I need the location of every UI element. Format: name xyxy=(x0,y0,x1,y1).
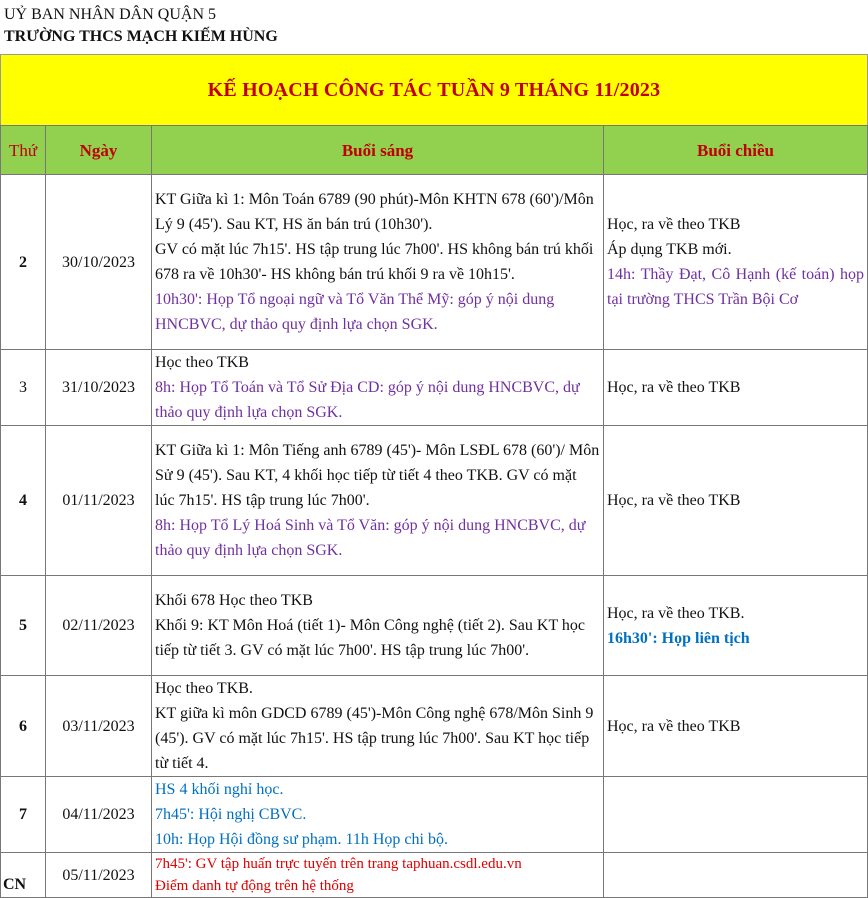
afternoon-line: 14h: Thầy Đạt, Cô Hạnh (kế toán) họp tại trường THCS Trần Bội Cơ xyxy=(607,266,864,308)
morning-line: Khối 9: KT Môn Hoá (tiết 1)- Môn Công nghệ (tiết 2). Sau KT học tiếp từ tiết 3. GV có mặt lúc 7h00'. HS tập trung lúc 7h00'. xyxy=(155,617,586,659)
morning-line: Khối 678 Học theo TKB xyxy=(155,592,313,609)
afternoon-cell xyxy=(604,676,868,777)
afternoon-line: 16h30': Họp liên tịch xyxy=(607,629,750,647)
day-cell: CN xyxy=(1,853,46,898)
morning-cell xyxy=(152,576,604,676)
morning-line: Học theo TKB. xyxy=(155,680,253,697)
day-cell: 2 xyxy=(1,175,46,350)
morning-line: 7h45': GV tập huấn trực tuyến trên trang taphuan.csdl.edu.vn xyxy=(155,856,522,872)
table-row xyxy=(1,676,868,777)
morning-line: Học theo TKB xyxy=(155,354,249,371)
morning-line: KT Giữa kì 1: Môn Toán 6789 (90 phút)-Môn KHTN 678 (60')/Môn Lý 9 (45'). Sau KT, HS ăn bán trú (10h30'). xyxy=(155,191,594,233)
morning-line: 7h45': Hội nghị CBVC. xyxy=(155,806,307,823)
afternoon-line: Học, ra về theo TKB xyxy=(607,379,741,396)
morning-cell xyxy=(152,853,604,898)
morning-line: 10h30': Họp Tổ ngoại ngữ và Tổ Văn Thể Mỹ: góp ý nội dung HNCBVC, dự thảo quy định lựa chọn SGK. xyxy=(155,291,555,333)
afternoon-cell xyxy=(604,350,868,426)
morning-line: 8h: Họp Tổ Lý Hoá Sinh và Tổ Văn: góp ý nội dung HNCBVC, dự thảo quy định lựa chọn SGK. xyxy=(155,517,586,559)
title-banner xyxy=(0,54,868,126)
table-row xyxy=(1,175,868,350)
date-cell: 04/11/2023 xyxy=(46,777,152,853)
column-header-date: Ngày xyxy=(46,126,152,175)
table-row xyxy=(1,853,868,898)
morning-line: Điểm danh tự động trên hệ thống xyxy=(155,878,354,894)
table-header-row xyxy=(1,126,868,175)
table-row xyxy=(1,426,868,576)
day-cell: 7 xyxy=(1,777,46,853)
day-cell: 3 xyxy=(1,350,46,426)
table-row xyxy=(1,777,868,853)
morning-cell xyxy=(152,350,604,426)
morning-line: 10h: Họp Hội đồng sư phạm. 11h Họp chi bộ. xyxy=(155,831,448,848)
schedule-table xyxy=(0,125,868,898)
morning-cell xyxy=(152,426,604,576)
page-header xyxy=(0,0,868,54)
afternoon-cell xyxy=(604,777,868,853)
afternoon-line: Học, ra về theo TKB xyxy=(607,717,741,735)
date-cell: 01/11/2023 xyxy=(46,426,152,576)
afternoon-cell xyxy=(604,175,868,350)
afternoon-line: Học, ra về theo TKB. xyxy=(607,604,745,622)
school-name: TRƯỜNG THCS MẠCH KIẾM HÙNG xyxy=(4,28,278,45)
morning-line: HS 4 khối nghỉ học. xyxy=(155,781,284,798)
morning-line: KT Giữa kì 1: Môn Tiếng anh 6789 (45')- Môn LSĐL 678 (60')/ Môn Sử 9 (45'). Sau KT, 4 khối học tiếp từ tiết 4 theo TKB. GV có mặt lúc 7h15'. HS tập trung lúc 7h00'. xyxy=(155,442,600,509)
date-cell: 30/10/2023 xyxy=(46,175,152,350)
day-cell: 6 xyxy=(1,676,46,777)
page-title: KẾ HOẠCH CÔNG TÁC TUẦN 9 THÁNG 11/2023 xyxy=(207,78,661,101)
date-cell: 31/10/2023 xyxy=(46,350,152,426)
morning-line: 8h: Họp Tổ Toán và Tổ Sử Địa CD: góp ý nội dung HNCBVC, dự thảo quy định lựa chọn SGK. xyxy=(155,379,580,421)
afternoon-cell xyxy=(604,576,868,676)
date-cell: 03/11/2023 xyxy=(46,676,152,777)
date-cell: 05/11/2023 xyxy=(46,853,152,898)
afternoon-line: Áp dụng TKB mới. xyxy=(607,241,732,258)
morning-line: KT giữa kì môn GDCD 6789 (45')-Môn Công nghệ 678/Môn Sinh 9 (45'). GV có mặt lúc 7h15'. HS tập trung lúc 7h00'. Sau KT học tiếp từ tiết 4. xyxy=(155,705,594,772)
morning-cell xyxy=(152,175,604,350)
afternoon-line: Học, ra về theo TKB xyxy=(607,216,741,233)
morning-line: GV có mặt lúc 7h15'. HS tập trung lúc 7h00'. HS không bán trú khối 678 ra về 10h30'- HS không bán trú khối 9 ra về 10h15'. xyxy=(155,241,594,283)
column-header-morning: Buổi sáng xyxy=(152,126,604,175)
district-name: UỶ BAN NHÂN DÂN QUẬN 5 xyxy=(4,6,216,23)
day-cell: 5 xyxy=(1,576,46,676)
afternoon-cell xyxy=(604,426,868,576)
afternoon-cell xyxy=(604,853,868,898)
day-cell: 4 xyxy=(1,426,46,576)
column-header-afternoon: Buổi chiều xyxy=(604,126,868,175)
afternoon-line: Học, ra về theo TKB xyxy=(607,492,741,509)
date-cell: 02/11/2023 xyxy=(46,576,152,676)
table-row xyxy=(1,350,868,426)
table-row xyxy=(1,576,868,676)
column-header-day: Thứ xyxy=(1,126,46,175)
morning-cell xyxy=(152,676,604,777)
morning-cell xyxy=(152,777,604,853)
